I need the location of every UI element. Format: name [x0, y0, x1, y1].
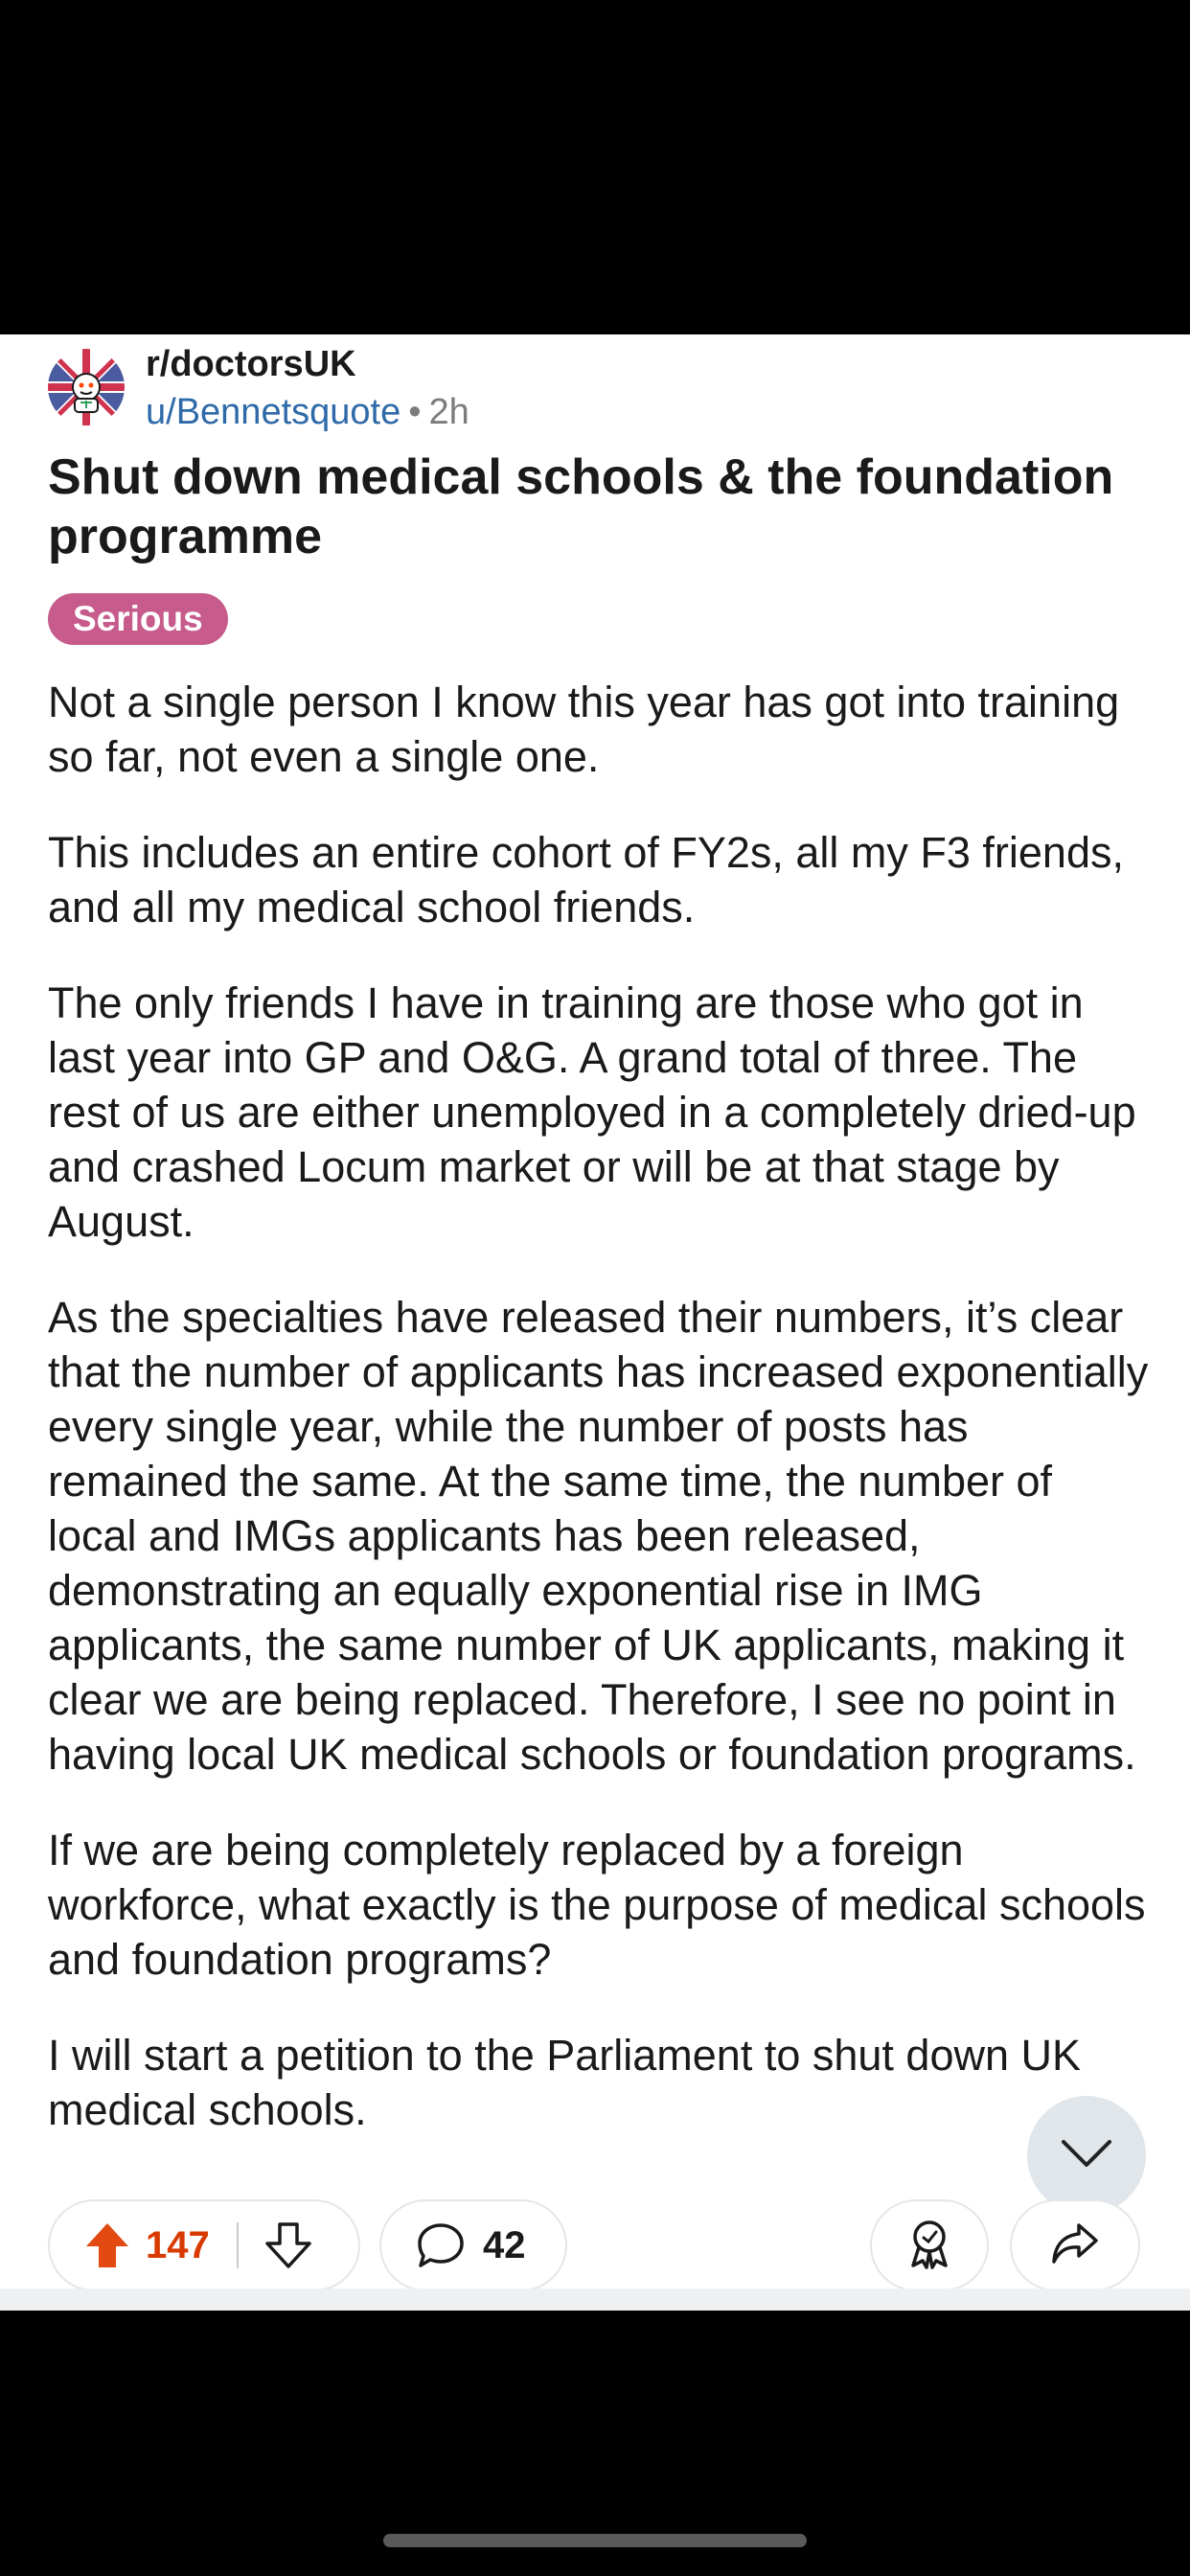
body-paragraph: As the specialties have released their numbers, it’s clear that the number of applicants has increased exponentially every single year, while the number of posts has remained the same. At the same time, the number of local and IMGs applicants has been released, demonstrating an equally exponential rise in IMG applicants, the same number of UK applicants, making it clear we are being replaced. Therefore, I see no point in having local UK medical schools or foundation programs. [48, 1293, 1149, 1779]
body-paragraph: I will start a petition to the Parliament to shut down UK medical schools. [48, 2031, 1082, 2134]
card-bottom-divider [0, 2288, 1190, 2311]
post-body [48, 675, 1150, 2178]
post-card [0, 334, 1190, 2311]
award-icon [905, 2218, 953, 2274]
post-flair[interactable]: Serious [48, 593, 228, 645]
comment-bubble-icon [416, 2221, 466, 2269]
vote-divider [237, 2222, 239, 2268]
comments-button[interactable] [379, 2199, 567, 2291]
post-meta [146, 390, 469, 434]
upvote-count: 147 [146, 2223, 210, 2266]
body-paragraph: This includes an entire cohort of FY2s, all my F3 friends, and all my medical school friends. [48, 828, 1124, 932]
award-button[interactable] [870, 2199, 989, 2291]
comment-count: 42 [483, 2223, 526, 2266]
chevron-down-icon [1060, 2138, 1113, 2174]
vote-control [48, 2199, 360, 2291]
body-paragraph: If we are being completely replaced by a foreign workforce, what exactly is the purpose of medical schools and foundation programs? [48, 1826, 1146, 1984]
post-age: 2h [428, 392, 469, 432]
subreddit-name[interactable]: r/doctorsUK [146, 344, 356, 384]
author-link[interactable]: u/Bennetsquote [146, 392, 401, 432]
post-title: Shut down medical schools & the foundation programme [48, 449, 1114, 564]
upvote-arrow-icon[interactable] [84, 2221, 130, 2269]
body-paragraph: Not a single person I know this year has got into training so far, not even a single one. [48, 678, 1120, 781]
share-button[interactable] [1010, 2199, 1140, 2291]
body-paragraph: The only friends I have in training are those who got in last year into GP and O&G. A grand total of three. The rest of us are either unemployed in a completely dried-up and crashed Locum market or will be at that stage by August. [48, 978, 1136, 1246]
post-action-bar [0, 2199, 1190, 2295]
home-indicator[interactable] [383, 2534, 807, 2547]
scroll-down-button[interactable] [1027, 2096, 1146, 2215]
meta-separator: • [408, 392, 422, 432]
top-black-area [0, 0, 1190, 334]
share-arrow-icon [1050, 2221, 1100, 2270]
downvote-arrow-icon[interactable] [265, 2221, 311, 2269]
subreddit-avatar[interactable] [48, 349, 125, 426]
